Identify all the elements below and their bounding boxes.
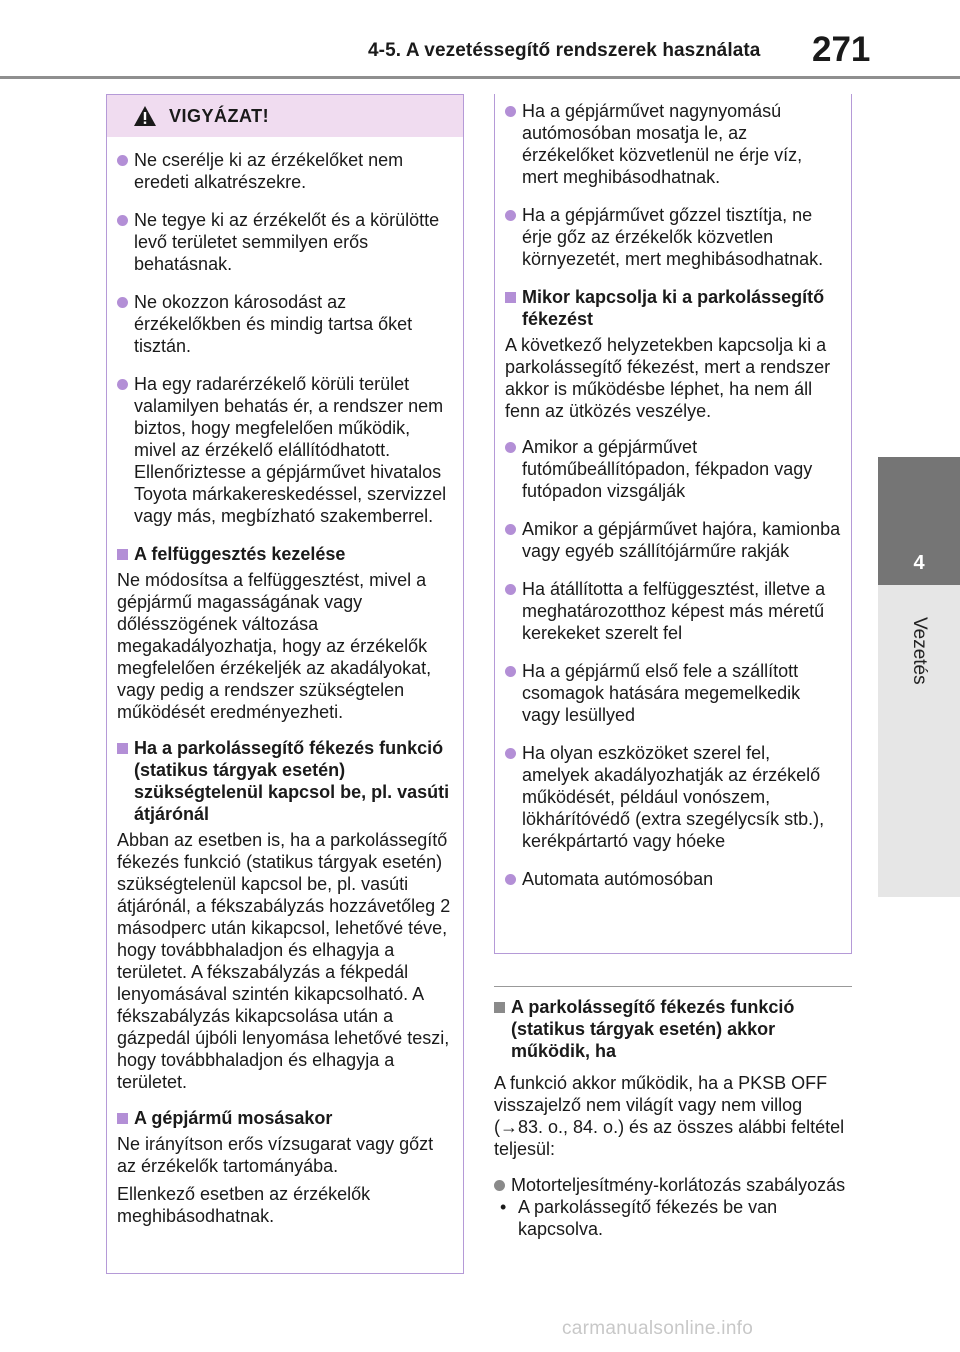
- section-heading-text: Mikor kapcsolja ki a parkolássegítő fékezést: [522, 287, 825, 329]
- chapter-number: 4: [913, 552, 925, 574]
- square-bullet-icon: [117, 743, 128, 754]
- sub-bullet-icon: •: [500, 1197, 507, 1217]
- paragraph: Abban az esetben is, ha a parkolássegítő fékezés funkció (statikus tárgyak esetén) szükségtelenül kapcsol be, pl. vasúti átjárónál, a fékszabályzás hozzávetőleg 2 másodperc után kikapcsol, lehetővé téve, hogy továbbhaladjon és elhagyja a területet. A fékszabályzás a fékpedál lenyomásával szintén kikapcsolható. A fékszabályzás kikapcsolása után a gázpedál újbóli lenyomása lehetővé teszi, hogy továbbhaladjon és elhagyja a területet.: [117, 830, 451, 1092]
- list-item: [505, 518, 841, 562]
- caution-box-left: [106, 94, 464, 1274]
- list-item: [505, 578, 841, 644]
- section-heading-text: A parkolássegítő fékezés funkció (statikus tárgyak esetén) akkor működik, ha: [511, 997, 795, 1061]
- list-item-text: Automata autómosóban: [522, 869, 714, 889]
- section-heading-text: Ha a parkolássegítő fékezés funkció (statikus tárgyak esetén) szükségtelenül kapcsol be, pl. vasúti átjárónál: [134, 738, 450, 824]
- list-item-text: Ha átállította a felfüggesztést, illetve a meghatározotthoz képest más méretű kerekeket szerelt fel: [522, 579, 826, 643]
- section-heading: [117, 737, 453, 825]
- list-item: [505, 742, 841, 852]
- list-item-text: Ha olyan eszközöket szerel fel, amelyek akadályozhatják az érzékelő működését, például vonószem, lökhárítóvédő (extra szegélycsík stb.), kerékpártartó vagy hóeke: [522, 743, 825, 851]
- section-heading-text: A felfüggesztés kezelése: [134, 544, 346, 564]
- square-bullet-icon: [117, 1113, 128, 1124]
- bullet-dot-icon: [505, 874, 516, 885]
- list-item-text: Ha egy radarérzékelő körüli terület valamilyen behatás ér, a rendszer nem biztos, hogy megfelelően működik, mivel az érzékelő elállítódhatott. Ellenőriztesse a gépjárművet hivatalos Toyota márkakereskedéssel, szervizzel vagy más, megbízható szakemberrel.: [134, 374, 447, 526]
- lower-section: [494, 996, 852, 1240]
- list-item: [505, 436, 841, 502]
- sub-list-item: [494, 1196, 852, 1240]
- square-bullet-icon: [494, 1002, 505, 1013]
- warning-triangle-icon: [133, 105, 157, 127]
- list-item-text: Amikor a gépjárművet hajóra, kamionba vagy egyéb szállítójárműre rakják: [522, 519, 841, 561]
- list-item-text: Ne tegye ki az érzékelőt és a körülötte levő területet semmilyen erős behatásnak.: [134, 210, 440, 274]
- list-item: [117, 149, 453, 193]
- paragraph: A funkció akkor működik, ha a PKSB OFF visszajelző nem világít vagy nem villog (→83. o., 84. o.) és az összes alábbi feltétel teljesül:: [494, 1073, 845, 1159]
- list-item: [505, 660, 841, 726]
- list-item: [505, 100, 841, 188]
- header-title: 4-5. A vezetéssegítő rendszerek használata: [368, 40, 761, 61]
- chapter-tab[interactable]: [878, 457, 960, 585]
- list-item-text: Ha a gépjárművet nagynyomású autómosóban mosatja le, az érzékelőket közvetlenül ne érje víz, mert meghibásodhatnak.: [522, 101, 803, 187]
- section-heading: [505, 286, 841, 330]
- page-number: 271: [812, 30, 871, 69]
- list-item-text: Ne okozzon károsodást az érzékelőkben és mindig tartsa őket tisztán.: [134, 292, 413, 356]
- list-item: [117, 373, 453, 527]
- bullet-dot-icon: [117, 379, 128, 390]
- section-heading: [494, 996, 852, 1062]
- caution-box-right: [494, 94, 852, 954]
- paragraph: Ellenkező esetben az érzékelők meghibásodhatnak.: [117, 1184, 371, 1226]
- list-item-text: Motorteljesítmény-korlátozás szabályozás: [511, 1175, 846, 1195]
- list-item: [505, 204, 841, 270]
- bullet-dot-icon: [505, 210, 516, 221]
- sub-list-item-text: A parkolássegítő fékezés be van kapcsolva.: [518, 1197, 778, 1239]
- bullet-dot-icon: [117, 297, 128, 308]
- watermark: carmanualsonline.info: [562, 1318, 754, 1339]
- bullet-dot-icon: [505, 524, 516, 535]
- section-heading-text: A gépjármű mosásakor: [134, 1108, 333, 1128]
- section-divider: [494, 986, 852, 987]
- paragraph: A következő helyzetekben kapcsolja ki a parkolássegítő fékezést, mert a rendszer akkor is működésbe léphet, ha nem áll fenn az ütközés veszélye.: [505, 335, 831, 421]
- list-item-text: Ha a gépjármű első fele a szállított csomagok hatására megemelkedik vagy lesüllyed: [522, 661, 801, 725]
- square-bullet-icon: [117, 549, 128, 560]
- bullet-dot-icon: [117, 215, 128, 226]
- list-item: [505, 868, 841, 890]
- bullet-dot-icon: [117, 155, 128, 166]
- section-heading: [117, 543, 453, 565]
- bullet-dot-icon: [505, 584, 516, 595]
- list-item: [494, 1174, 852, 1196]
- chapter-label: Vezetés: [909, 617, 930, 685]
- list-item: [117, 209, 453, 275]
- list-item-text: Ha a gépjárművet gőzzel tisztítja, ne érje gőz az érzékelők közvetlen környezetét, mert meghibásodhatnak.: [522, 205, 824, 269]
- bullet-dot-icon: [505, 666, 516, 677]
- bullet-dot-icon: [505, 106, 516, 117]
- header-divider: [0, 76, 960, 79]
- list-item-text: Ne cserélje ki az érzékelőket nem eredeti alkatrészekre.: [134, 150, 404, 192]
- section-heading: [117, 1107, 453, 1129]
- bullet-dot-icon: [494, 1180, 505, 1191]
- caution-label: VIGYÁZAT!: [169, 105, 270, 126]
- caution-header: [107, 95, 463, 137]
- square-bullet-icon: [505, 292, 516, 303]
- bullet-dot-icon: [505, 748, 516, 759]
- paragraph: Ne módosítsa a felfüggesztést, mivel a gépjármű magasságának vagy dőlésszögének változása megakadályozhatja, hogy az érzékelők megfelelően érzékeljék az akadályokat, vagy pedig a rendszer szükségtelen működését eredményezheti.: [117, 570, 432, 722]
- list-item-text: Amikor a gépjárművet futóműbeállítópadon, fékpadon vagy futópadon vizsgálják: [522, 437, 813, 501]
- list-item: [117, 291, 453, 357]
- paragraph: Ne irányítson erős vízsugarat vagy gőzt az érzékelők tartományába.: [117, 1134, 434, 1176]
- bullet-dot-icon: [505, 442, 516, 453]
